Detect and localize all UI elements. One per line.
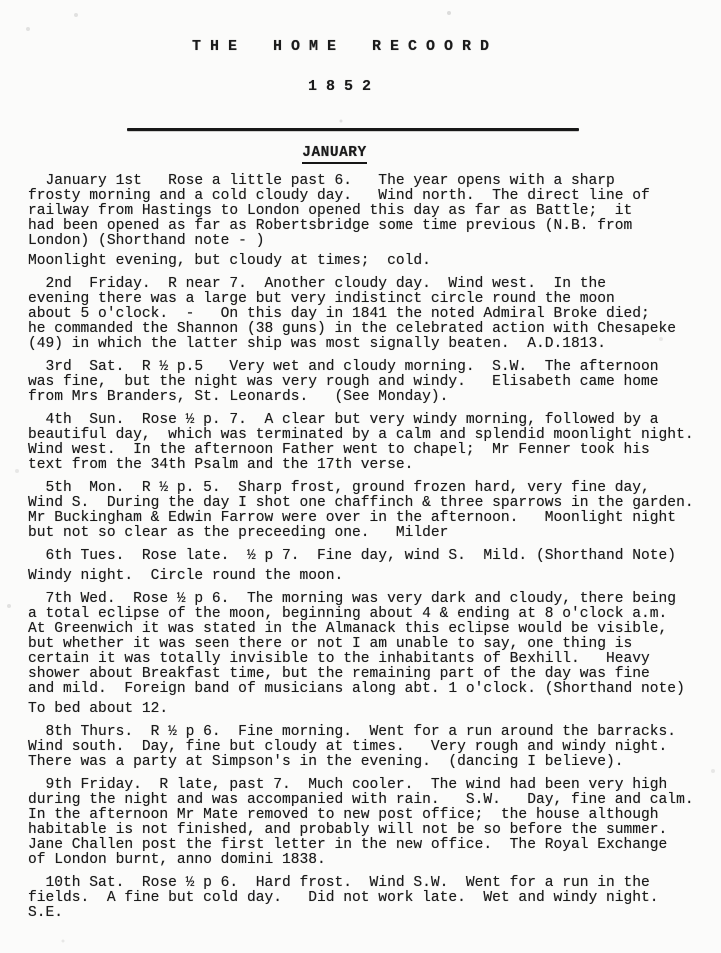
entry-line: was fine, but the night was very rough and windy. Elisabeth came home — [28, 374, 659, 390]
entry-line: 6th Tues. Rose late. ½ p 7. Fine day, wind S. Mild. (Shorthand Note) — [28, 548, 677, 564]
entry-line: but whether it was seen there or not I am unable to say, one thing is — [28, 636, 633, 652]
entry-line: beautiful day, which was terminated by a calm and splendid moonlight night. — [28, 427, 694, 443]
diary-entry — [28, 413, 721, 473]
entry-line: In the afternoon Mr Mate removed to new post office; the house although — [28, 807, 659, 823]
entry-line: fields. A fine but cold day. Did not work late. Wet and windy night. — [28, 890, 659, 906]
entry-note-line: Moonlight evening, but cloudy at times; cold. — [28, 253, 431, 269]
entry-line: 7th Wed. Rose ½ p 6. The morning was very dark and cloudy, there being — [28, 591, 677, 607]
entry-line: shower about Breakfast time, but the remaining part of the day was fine — [28, 666, 650, 682]
diary-entries — [0, 174, 721, 921]
entry-line: of London burnt, anno domini 1838. — [28, 852, 326, 868]
entry-line: 9th Friday. R late, past 7. Much cooler. The wind had been very high — [28, 777, 668, 793]
entry-line: railway from Hastings to London opened this day as far as Battle; it — [28, 203, 633, 219]
entry-line: January 1st Rose a little past 6. The year opens with a sharp — [28, 173, 615, 189]
diary-entry — [28, 174, 721, 269]
month-heading: JANUARY — [302, 145, 366, 164]
diary-entry — [28, 277, 721, 352]
entry-line: Wind S. During the day I shot one chaffinch & three sparrows in the garden. — [28, 495, 694, 511]
entry-line: There was a party at Simpson's in the evening. (dancing I believe). — [28, 754, 624, 770]
entry-line: but not so clear as the preceeding one. Milder — [28, 525, 449, 541]
entry-line: he commanded the Shannon (38 guns) in the celebrated action with Chesapeke — [28, 321, 677, 337]
entry-line: about 5 o'clock. - On this day in 1841 the noted Admiral Broke died; — [28, 306, 650, 322]
entry-line: Mr Buckingham & Edwin Farrow were over in the afternoon. Moonlight night — [28, 510, 677, 526]
entry-line: London) (Shorthand note - ) — [28, 233, 265, 249]
entry-line: during the night and was accompanied with rain. S.W. Day, fine and calm. — [28, 792, 694, 808]
month-heading-row — [0, 143, 721, 164]
entry-line: text from the 34th Psalm and the 17th verse. — [28, 457, 414, 473]
entry-note-line: To bed about 12. — [28, 701, 169, 717]
diary-entry — [28, 876, 721, 921]
diary-entry — [28, 778, 721, 868]
entry-line: 10th Sat. Rose ½ p 6. Hard frost. Wind S.W. Went for a run in the — [28, 875, 650, 891]
entry-line: from Mrs Branders, St. Leonards. (See Monday). — [28, 389, 449, 405]
page-title: T H E H O M E R E C O O R D — [191, 38, 490, 55]
entry-line: Jane Challen post the first letter in the new office. The Royal Exchange — [28, 837, 668, 853]
entry-line: 3rd Sat. R ½ p.5 Very wet and cloudy morning. S.W. The afternoon — [28, 359, 659, 375]
page-year: 1 8 5 2 — [307, 78, 371, 95]
entry-line: a total eclipse of the moon, beginning about 4 & ending at 8 o'clock a.m. — [28, 606, 668, 622]
diary-entry — [28, 725, 721, 770]
diary-entry — [28, 592, 721, 717]
entry-line: S.E. — [28, 905, 64, 921]
entry-line: had been opened as far as Robertsbridge some time previous (N.B. from — [28, 218, 633, 234]
entry-line: (49) in which the latter ship was most signally beaten. A.D.1813. — [28, 336, 607, 352]
entry-line: 4th Sun. Rose ½ p. 7. A clear but very windy morning, followed by a — [28, 412, 659, 428]
entry-line: Wind west. In the afternoon Father went to chapel; Mr Fenner took his — [28, 442, 650, 458]
entry-line: At Greenwich it was stated in the Almanack this eclipse would be visible, — [28, 621, 668, 637]
entry-line: habitable is not finished, and probably will not be so before the summer. — [28, 822, 668, 838]
diary-entry — [28, 549, 721, 584]
entry-line: 8th Thurs. R ½ p 6. Fine morning. Went for a run around the barracks. — [28, 724, 677, 740]
diary-entry — [28, 360, 721, 405]
horizontal-rule — [127, 128, 579, 131]
entry-line: 2nd Friday. R near 7. Another cloudy day. Wind west. In the — [28, 276, 607, 292]
entry-line: certain it was totally invisible to the inhabitants of Bexhill. Heavy — [28, 651, 650, 667]
entry-line: frosty morning and a cold cloudy day. Wind north. The direct line of — [28, 188, 650, 204]
entry-line: 5th Mon. R ½ p. 5. Sharp frost, ground frozen hard, very fine day, — [28, 480, 650, 496]
entry-line: evening there was a large but very indistinct circle round the moon — [28, 291, 615, 307]
diary-entry — [28, 481, 721, 541]
entry-line: and mild. Foreign band of musicians along abt. 1 o'clock. (Shorthand note) — [28, 681, 685, 697]
entry-note-line: Windy night. Circle round the moon. — [28, 568, 344, 584]
entry-line: Wind south. Day, fine but cloudy at times. Very rough and windy night. — [28, 739, 668, 755]
